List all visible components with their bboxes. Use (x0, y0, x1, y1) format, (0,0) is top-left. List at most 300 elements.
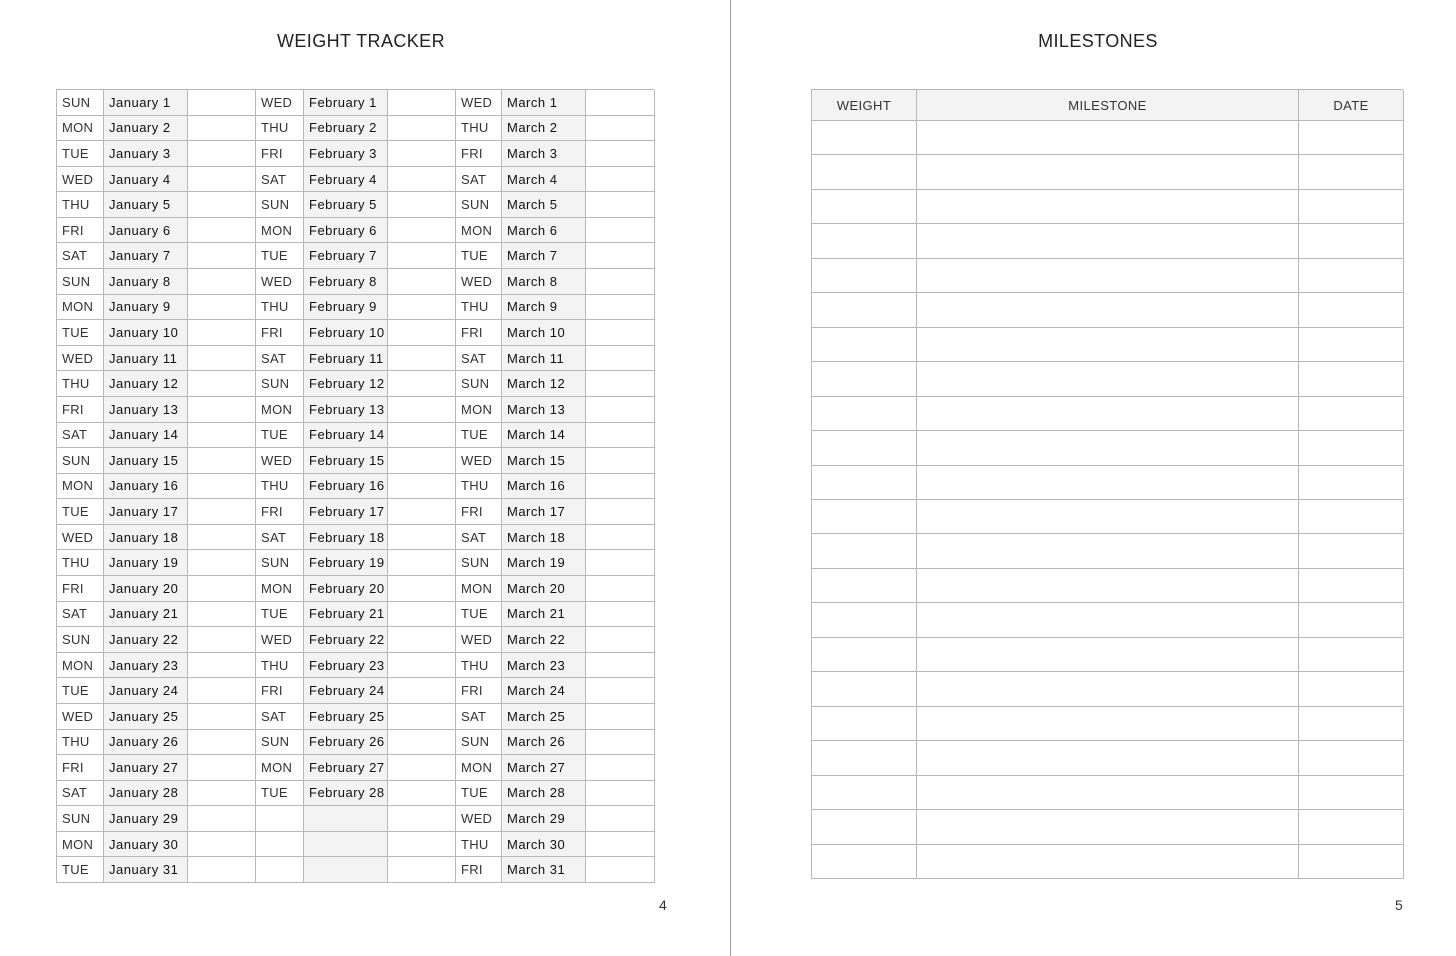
date-cell: February 10 (304, 320, 388, 346)
weight-entry-cell[interactable] (586, 116, 655, 142)
weight-entry-cell[interactable] (586, 678, 655, 704)
weekday-cell: THU (456, 653, 502, 679)
weekday-cell: MON (57, 474, 104, 500)
weight-entry-cell[interactable] (812, 810, 917, 844)
weight-entry-cell[interactable] (388, 525, 456, 551)
date-cell: March 21 (502, 602, 586, 628)
weekday-cell: WED (456, 269, 502, 295)
date-cell: February 26 (304, 730, 388, 756)
date-cell: February 3 (304, 141, 388, 167)
date-entry-cell[interactable] (1299, 603, 1404, 637)
date-entry-cell[interactable] (1299, 155, 1404, 189)
date-cell: February 5 (304, 192, 388, 218)
milestone-entry-cell[interactable] (917, 638, 1299, 672)
date-cell: March 4 (502, 167, 586, 193)
weekday-cell: THU (456, 474, 502, 500)
weight-entry-cell[interactable] (586, 602, 655, 628)
weight-entry-cell[interactable] (188, 550, 256, 576)
weight-entry-cell[interactable] (388, 295, 456, 321)
weekday-cell: FRI (456, 320, 502, 346)
weight-entry-cell[interactable] (188, 678, 256, 704)
weight-entry-cell[interactable] (586, 346, 655, 372)
weekday-cell: MON (57, 832, 104, 858)
weight-entry-cell[interactable] (586, 192, 655, 218)
weekday-cell: TUE (256, 602, 304, 628)
date-cell: January 4 (104, 167, 188, 193)
date-cell: February 19 (304, 550, 388, 576)
date-cell: March 23 (502, 653, 586, 679)
column-header-weight: WEIGHT (812, 90, 917, 121)
weekday-cell (256, 857, 304, 883)
weight-entry-cell[interactable] (812, 638, 917, 672)
date-cell: February 1 (304, 90, 388, 116)
weekday-cell: WED (57, 167, 104, 193)
weight-entry-cell[interactable] (188, 397, 256, 423)
date-entry-cell[interactable] (1299, 397, 1404, 431)
weight-entry-cell[interactable] (388, 806, 456, 832)
weekday-cell: THU (256, 295, 304, 321)
weight-entry-cell[interactable] (388, 192, 456, 218)
date-cell: February 27 (304, 755, 388, 781)
date-cell: January 6 (104, 218, 188, 244)
weight-entry-cell[interactable] (586, 295, 655, 321)
date-cell: February 7 (304, 243, 388, 269)
date-cell: February 2 (304, 116, 388, 142)
weekday-cell: TUE (57, 141, 104, 167)
weekday-cell: MON (456, 755, 502, 781)
date-cell (304, 857, 388, 883)
weight-entry-cell[interactable] (586, 832, 655, 858)
weekday-cell: MON (57, 295, 104, 321)
milestone-entry-cell[interactable] (917, 741, 1299, 775)
milestone-entry-cell[interactable] (917, 466, 1299, 500)
date-cell: March 25 (502, 704, 586, 730)
weight-entry-cell[interactable] (586, 525, 655, 551)
date-entry-cell[interactable] (1299, 431, 1404, 465)
weight-entry-cell[interactable] (812, 431, 917, 465)
weight-entry-cell[interactable] (388, 499, 456, 525)
weekday-cell: MON (57, 116, 104, 142)
weight-entry-cell[interactable] (586, 755, 655, 781)
weekday-cell: THU (256, 653, 304, 679)
column-header-milestone: MILESTONE (917, 90, 1299, 121)
date-cell: March 29 (502, 806, 586, 832)
milestone-entry-cell[interactable] (917, 534, 1299, 568)
weekday-cell: WED (256, 627, 304, 653)
weight-entry-cell[interactable] (188, 755, 256, 781)
milestone-entry-cell[interactable] (917, 328, 1299, 362)
weight-entry-cell[interactable] (388, 167, 456, 193)
weight-entry-cell[interactable] (812, 362, 917, 396)
weekday-cell: THU (256, 116, 304, 142)
weight-entry-cell[interactable] (812, 741, 917, 775)
weight-entry-cell[interactable] (388, 269, 456, 295)
weight-entry-cell[interactable] (388, 141, 456, 167)
date-cell (304, 806, 388, 832)
weekday-cell: WED (456, 806, 502, 832)
date-entry-cell[interactable] (1299, 500, 1404, 534)
date-cell: January 20 (104, 576, 188, 602)
weekday-cell: TUE (456, 243, 502, 269)
date-cell: January 13 (104, 397, 188, 423)
milestone-entry-cell[interactable] (917, 190, 1299, 224)
weekday-cell: FRI (456, 141, 502, 167)
weekday-cell: WED (456, 448, 502, 474)
weight-entry-cell[interactable] (388, 90, 456, 116)
weight-entry-cell[interactable] (586, 243, 655, 269)
weight-entry-cell[interactable] (188, 320, 256, 346)
weekday-cell: FRI (256, 141, 304, 167)
date-cell: February 23 (304, 653, 388, 679)
weekday-cell: SAT (256, 167, 304, 193)
weight-entry-cell[interactable] (812, 224, 917, 258)
weekday-cell: FRI (57, 576, 104, 602)
date-cell: March 11 (502, 346, 586, 372)
date-cell: February 14 (304, 423, 388, 449)
weight-entry-cell[interactable] (188, 832, 256, 858)
date-cell: January 31 (104, 857, 188, 883)
weight-entry-cell[interactable] (812, 569, 917, 603)
weight-entry-cell[interactable] (188, 806, 256, 832)
weight-entry-cell[interactable] (586, 653, 655, 679)
weight-entry-cell[interactable] (812, 603, 917, 637)
weight-entry-cell[interactable] (812, 707, 917, 741)
weight-entry-cell[interactable] (586, 141, 655, 167)
date-entry-cell[interactable] (1299, 466, 1404, 500)
weight-entry-cell[interactable] (188, 525, 256, 551)
weekday-cell: MON (57, 653, 104, 679)
weight-entry-cell[interactable] (388, 627, 456, 653)
date-cell: January 25 (104, 704, 188, 730)
date-cell: March 27 (502, 755, 586, 781)
milestone-entry-cell[interactable] (917, 810, 1299, 844)
weight-entry-cell[interactable] (388, 474, 456, 500)
date-cell: March 13 (502, 397, 586, 423)
weight-entry-cell[interactable] (188, 448, 256, 474)
weight-entry-cell[interactable] (812, 672, 917, 706)
weight-entry-cell[interactable] (812, 534, 917, 568)
weekday-cell: SAT (57, 781, 104, 807)
date-cell: February 25 (304, 704, 388, 730)
page-number: 5 (1395, 897, 1403, 913)
weight-entry-cell[interactable] (188, 295, 256, 321)
weight-entry-cell[interactable] (388, 857, 456, 883)
weight-entry-cell[interactable] (188, 627, 256, 653)
milestone-entry-cell[interactable] (917, 293, 1299, 327)
weight-entry-cell[interactable] (586, 167, 655, 193)
date-cell: January 2 (104, 116, 188, 142)
weight-entry-cell[interactable] (586, 397, 655, 423)
date-entry-cell[interactable] (1299, 362, 1404, 396)
weight-entry-cell[interactable] (586, 474, 655, 500)
date-cell: January 28 (104, 781, 188, 807)
weekday-cell: TUE (57, 499, 104, 525)
weight-entry-cell[interactable] (586, 218, 655, 244)
weight-entry-cell[interactable] (388, 346, 456, 372)
date-cell: February 20 (304, 576, 388, 602)
weight-entry-cell[interactable] (586, 550, 655, 576)
weekday-cell: TUE (256, 423, 304, 449)
weekday-cell: MON (256, 576, 304, 602)
weekday-cell: FRI (256, 678, 304, 704)
weight-entry-cell[interactable] (188, 499, 256, 525)
weight-entry-cell[interactable] (586, 704, 655, 730)
weight-entry-cell[interactable] (388, 320, 456, 346)
weight-entry-cell[interactable] (586, 371, 655, 397)
weight-entry-cell[interactable] (812, 155, 917, 189)
weight-entry-cell[interactable] (586, 499, 655, 525)
weight-entry-cell[interactable] (812, 500, 917, 534)
weight-entry-cell[interactable] (188, 192, 256, 218)
date-entry-cell[interactable] (1299, 224, 1404, 258)
weight-entry-cell[interactable] (812, 293, 917, 327)
weight-entry-cell[interactable] (188, 371, 256, 397)
weight-entry-cell[interactable] (188, 218, 256, 244)
weight-entry-cell[interactable] (388, 832, 456, 858)
weekday-cell: TUE (456, 423, 502, 449)
date-entry-cell[interactable] (1299, 259, 1404, 293)
weight-entry-cell[interactable] (586, 576, 655, 602)
weight-entry-cell[interactable] (188, 90, 256, 116)
weekday-cell: SUN (57, 806, 104, 832)
weight-entry-cell[interactable] (188, 576, 256, 602)
date-cell: February 18 (304, 525, 388, 551)
milestone-entry-cell[interactable] (917, 603, 1299, 637)
date-entry-cell[interactable] (1299, 810, 1404, 844)
milestone-entry-cell[interactable] (917, 397, 1299, 431)
weekday-cell: SUN (256, 730, 304, 756)
weight-entry-cell[interactable] (388, 730, 456, 756)
weight-entry-cell[interactable] (188, 167, 256, 193)
milestone-entry-cell[interactable] (917, 672, 1299, 706)
date-cell: February 21 (304, 602, 388, 628)
weekday-cell: THU (57, 550, 104, 576)
weight-entry-cell[interactable] (188, 653, 256, 679)
weekday-cell: SAT (256, 704, 304, 730)
weekday-cell: SAT (456, 525, 502, 551)
weight-entry-cell[interactable] (188, 243, 256, 269)
date-cell: January 19 (104, 550, 188, 576)
weekday-cell: SUN (57, 448, 104, 474)
milestone-entry-cell[interactable] (917, 362, 1299, 396)
weekday-cell (256, 806, 304, 832)
weight-entry-cell[interactable] (586, 627, 655, 653)
weight-entry-cell[interactable] (188, 602, 256, 628)
date-entry-cell[interactable] (1299, 776, 1404, 810)
weight-entry-cell[interactable] (188, 423, 256, 449)
date-cell: March 28 (502, 781, 586, 807)
date-cell: February 28 (304, 781, 388, 807)
date-entry-cell[interactable] (1299, 638, 1404, 672)
date-cell: January 7 (104, 243, 188, 269)
date-cell: February 9 (304, 295, 388, 321)
weight-entry-cell[interactable] (188, 141, 256, 167)
weekday-cell: SAT (256, 346, 304, 372)
date-cell: March 9 (502, 295, 586, 321)
weight-entry-cell[interactable] (188, 346, 256, 372)
weight-entry-cell[interactable] (388, 218, 456, 244)
weight-entry-cell[interactable] (388, 755, 456, 781)
date-cell: January 22 (104, 627, 188, 653)
date-cell: January 23 (104, 653, 188, 679)
weekday-cell: THU (57, 371, 104, 397)
weight-entry-cell[interactable] (188, 704, 256, 730)
milestone-entry-cell[interactable] (917, 569, 1299, 603)
milestone-entry-cell[interactable] (917, 845, 1299, 879)
date-entry-cell[interactable] (1299, 293, 1404, 327)
weekday-cell: MON (456, 218, 502, 244)
weekday-cell: TUE (256, 781, 304, 807)
milestone-entry-cell[interactable] (917, 431, 1299, 465)
weekday-cell: FRI (456, 857, 502, 883)
weekday-cell: SUN (57, 627, 104, 653)
weight-entry-cell[interactable] (188, 474, 256, 500)
weight-entry-cell[interactable] (388, 602, 456, 628)
weekday-cell: SAT (57, 602, 104, 628)
weight-entry-cell[interactable] (388, 704, 456, 730)
weekday-cell: TUE (456, 781, 502, 807)
weekday-cell: FRI (256, 320, 304, 346)
milestone-entry-cell[interactable] (917, 707, 1299, 741)
weight-entry-cell[interactable] (812, 845, 917, 879)
weekday-cell: FRI (57, 397, 104, 423)
weekday-cell: TUE (456, 602, 502, 628)
date-cell: January 9 (104, 295, 188, 321)
weight-entry-cell[interactable] (812, 259, 917, 293)
weight-entry-cell[interactable] (586, 320, 655, 346)
weight-entry-cell[interactable] (812, 190, 917, 224)
weight-entry-cell[interactable] (388, 550, 456, 576)
weekday-cell: MON (456, 397, 502, 423)
weekday-cell: TUE (57, 320, 104, 346)
page-number: 4 (659, 897, 667, 913)
weekday-cell: THU (256, 474, 304, 500)
weight-entry-cell[interactable] (188, 116, 256, 142)
weight-entry-cell[interactable] (188, 269, 256, 295)
date-cell: March 16 (502, 474, 586, 500)
date-entry-cell[interactable] (1299, 328, 1404, 362)
weight-entry-cell[interactable] (388, 243, 456, 269)
date-cell: January 8 (104, 269, 188, 295)
date-entry-cell[interactable] (1299, 741, 1404, 775)
date-cell: February 24 (304, 678, 388, 704)
weekday-cell: SUN (256, 192, 304, 218)
weekday-cell: SAT (57, 423, 104, 449)
weight-entry-cell[interactable] (188, 781, 256, 807)
weight-entry-cell[interactable] (388, 423, 456, 449)
weekday-cell: SUN (456, 371, 502, 397)
date-cell: March 30 (502, 832, 586, 858)
date-cell: March 10 (502, 320, 586, 346)
weekday-cell: FRI (256, 499, 304, 525)
milestone-entry-cell[interactable] (917, 259, 1299, 293)
date-entry-cell[interactable] (1299, 707, 1404, 741)
weight-entry-cell[interactable] (388, 116, 456, 142)
weight-entry-cell[interactable] (388, 653, 456, 679)
weight-entry-cell[interactable] (812, 328, 917, 362)
weekday-cell: TUE (57, 678, 104, 704)
weekday-cell: WED (256, 269, 304, 295)
weight-entry-cell[interactable] (812, 466, 917, 500)
date-cell: March 24 (502, 678, 586, 704)
weight-entry-cell[interactable] (388, 576, 456, 602)
weight-entry-cell[interactable] (812, 121, 917, 155)
date-entry-cell[interactable] (1299, 845, 1404, 879)
weight-entry-cell[interactable] (388, 397, 456, 423)
weekday-cell: SUN (456, 730, 502, 756)
page-title: MILESTONES (1038, 31, 1158, 51)
weekday-cell: THU (57, 192, 104, 218)
weekday-cell: FRI (57, 218, 104, 244)
weekday-cell: MON (256, 755, 304, 781)
weight-entry-cell[interactable] (586, 806, 655, 832)
weekday-cell: SAT (456, 346, 502, 372)
weekday-cell: SAT (456, 167, 502, 193)
date-cell: March 2 (502, 116, 586, 142)
weight-entry-cell[interactable] (586, 857, 655, 883)
weekday-cell: TUE (256, 243, 304, 269)
weight-entry-cell[interactable] (188, 730, 256, 756)
date-entry-cell[interactable] (1299, 534, 1404, 568)
weekday-cell: FRI (456, 678, 502, 704)
weekday-cell: MON (256, 218, 304, 244)
weekday-cell: SUN (256, 371, 304, 397)
weight-entry-cell[interactable] (388, 781, 456, 807)
date-cell: March 3 (502, 141, 586, 167)
date-cell: February 16 (304, 474, 388, 500)
date-entry-cell[interactable] (1299, 121, 1404, 155)
weekday-cell: WED (256, 90, 304, 116)
milestone-entry-cell[interactable] (917, 224, 1299, 258)
date-cell: March 17 (502, 499, 586, 525)
weight-entry-cell[interactable] (388, 448, 456, 474)
weight-entry-cell[interactable] (812, 776, 917, 810)
date-cell: January 10 (104, 320, 188, 346)
date-entry-cell[interactable] (1299, 569, 1404, 603)
milestone-entry-cell[interactable] (917, 776, 1299, 810)
date-entry-cell[interactable] (1299, 672, 1404, 706)
weekday-cell: TUE (57, 857, 104, 883)
date-cell: March 7 (502, 243, 586, 269)
date-cell: January 17 (104, 499, 188, 525)
weight-entry-cell[interactable] (388, 678, 456, 704)
date-cell: February 11 (304, 346, 388, 372)
milestone-entry-cell[interactable] (917, 500, 1299, 534)
weekday-cell: THU (456, 295, 502, 321)
weekday-cell: THU (456, 116, 502, 142)
milestone-entry-cell[interactable] (917, 121, 1299, 155)
weight-entry-cell[interactable] (586, 269, 655, 295)
date-cell: January 12 (104, 371, 188, 397)
weight-entry-cell[interactable] (812, 397, 917, 431)
weight-entry-cell[interactable] (586, 90, 655, 116)
weekday-cell: WED (456, 627, 502, 653)
date-cell: March 14 (502, 423, 586, 449)
weight-entry-cell[interactable] (586, 781, 655, 807)
date-entry-cell[interactable] (1299, 190, 1404, 224)
date-cell: January 30 (104, 832, 188, 858)
date-cell: January 21 (104, 602, 188, 628)
date-cell: March 26 (502, 730, 586, 756)
weight-entry-cell[interactable] (586, 730, 655, 756)
milestone-entry-cell[interactable] (917, 155, 1299, 189)
milestones-table (811, 89, 1403, 879)
date-cell: March 31 (502, 857, 586, 883)
weight-entry-cell[interactable] (188, 857, 256, 883)
weight-entry-cell[interactable] (586, 423, 655, 449)
weight-entry-cell[interactable] (586, 448, 655, 474)
weight-entry-cell[interactable] (388, 371, 456, 397)
